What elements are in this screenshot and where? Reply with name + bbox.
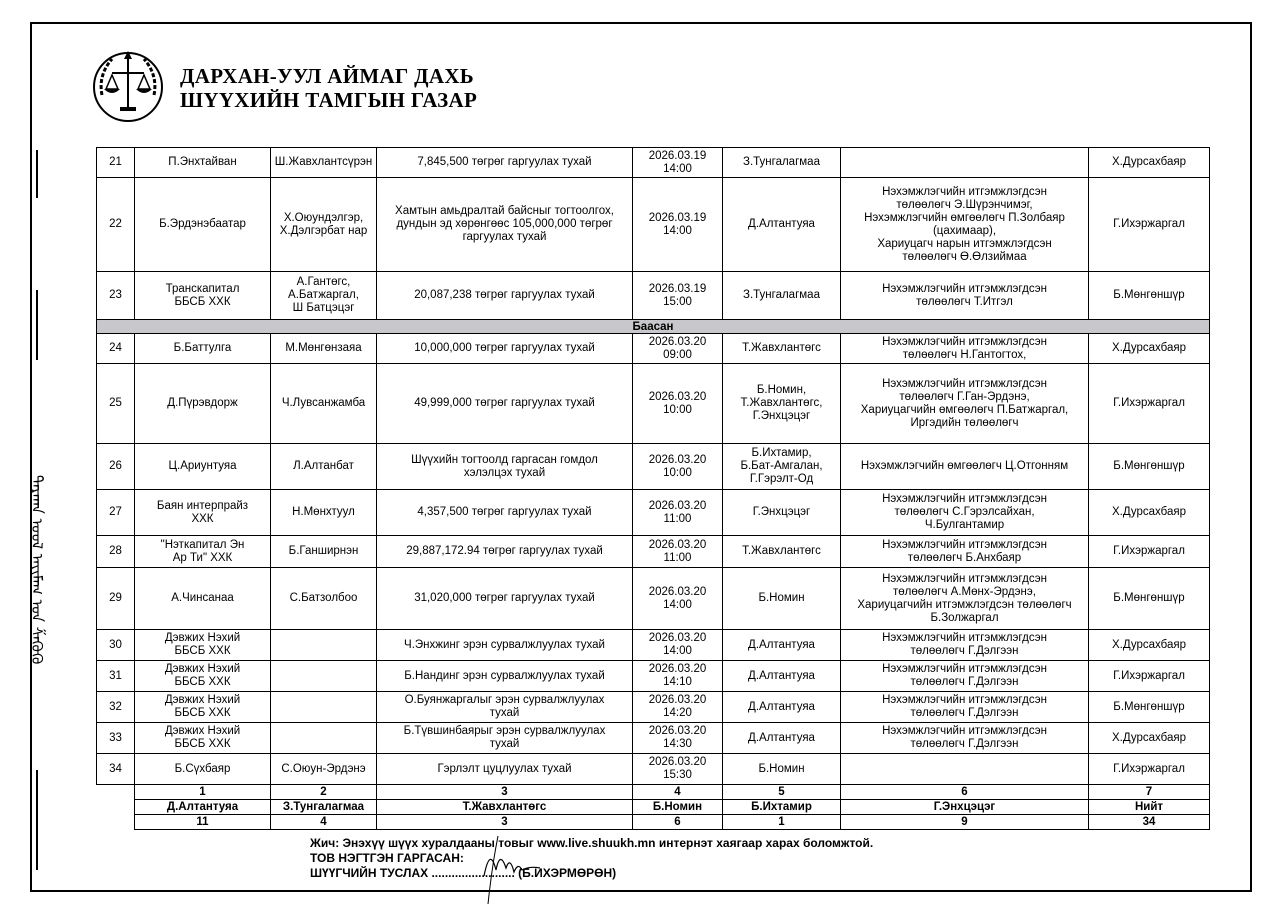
footer-compiled-by: ТОВ НЭГТГЭН ГАРГАСАН: (310, 851, 464, 865)
total-col-number: 3 (377, 785, 633, 800)
day-label: Баасан (97, 320, 1210, 334)
case-number-cell: 30 (97, 630, 135, 661)
judge-cell: Т.Жавхлантөгс (723, 536, 841, 568)
case-number-cell: 34 (97, 754, 135, 785)
totals-blank-cell (97, 815, 135, 830)
claim-subject-cell: Гэрлэлт цуцлуулах тухай (377, 754, 633, 785)
hearing-schedule-table (96, 147, 1210, 830)
org-line-1: ДАРХАН-УУЛ АЙМАГ ДАХЬ (180, 64, 474, 88)
schedule-row (97, 661, 1210, 692)
case-number-cell: 23 (97, 272, 135, 320)
total-col-number: 6 (841, 785, 1089, 800)
hearing-datetime-cell: 2026.03.20 15:30 (633, 754, 723, 785)
claim-subject-cell: 7,845,500 төгрөг гаргуулах тухай (377, 148, 633, 178)
totals-section (97, 785, 1210, 830)
judge-cell: Г.Энхцэцэг (723, 490, 841, 536)
schedule-row (97, 692, 1210, 723)
case-number-cell: 32 (97, 692, 135, 723)
case-number-cell: 31 (97, 661, 135, 692)
participants-cell: Нэхэмжлэгчийн итгэмжлэгдсэн төлөөлөгч Н.Гантогтох, (841, 334, 1089, 364)
court-clerk-cell: Б.Мөнгөншүр (1089, 444, 1210, 490)
hearing-datetime-cell: 2026.03.19 15:00 (633, 272, 723, 320)
totals-blank-cell (97, 800, 135, 815)
claim-subject-cell: 29,887,172.94 төгрөг гаргуулах тухай (377, 536, 633, 568)
defendant-cell (271, 692, 377, 723)
claim-subject-cell: Ч.Энхжинг эрэн сурвалжлуулах тухай (377, 630, 633, 661)
court-clerk-cell: Г.Ихэржаргал (1089, 364, 1210, 444)
total-count: 9 (841, 815, 1089, 830)
claim-subject-cell: Шүүхийн тогтоолд гаргасан гомдол хэлэлцэх тухай (377, 444, 633, 490)
plaintiff-cell: Б.Сүхбаяр (135, 754, 271, 785)
org-line-2: ШҮҮХИЙН ТАМГЫН ГАЗАР (180, 88, 478, 112)
plaintiff-cell: Дэвжих Нэхий ББСБ ХХК (135, 723, 271, 754)
court-emblem-icon (88, 45, 168, 125)
vertical-mongolian-label (22, 150, 52, 870)
participants-cell: Нэхэмжлэгчийн итгэмжлэгдсэн төлөөлөгч Г.Ган-Эрдэнэ, Хариуцагчийн өмгөөлөгч П.Батжаргал, Иргэдийн төлөөлөгч (841, 364, 1089, 444)
claim-subject-cell: 20,087,238 төгрөг гаргуулах тухай (377, 272, 633, 320)
totals-blank-cell (97, 785, 135, 800)
schedule-row (97, 490, 1210, 536)
hearing-datetime-cell: 2026.03.19 14:00 (633, 178, 723, 272)
plaintiff-cell: Ц.Ариунтуяа (135, 444, 271, 490)
court-clerk-cell: Х.Дурсахбаяр (1089, 490, 1210, 536)
schedule-row (97, 723, 1210, 754)
hearing-datetime-cell: 2026.03.20 09:00 (633, 334, 723, 364)
case-number-cell: 24 (97, 334, 135, 364)
schedule-rows-thursday (97, 148, 1210, 320)
hearing-datetime-cell: 2026.03.20 10:00 (633, 364, 723, 444)
plaintiff-cell: Дэвжих Нэхий ББСБ ХХК (135, 661, 271, 692)
total-col-number: 7 (1089, 785, 1210, 800)
total-judge-name: З.Тунгалагмаа (271, 800, 377, 815)
total-col-number: 2 (271, 785, 377, 800)
case-number-cell: 22 (97, 178, 135, 272)
judge-cell: Б.Номин, Т.Жавхлантөгс, Г.Энхцэцэг (723, 364, 841, 444)
footer (310, 836, 873, 881)
participants-cell: Нэхэмжлэгчийн итгэмжлэгдсэн төлөөлөгч Э.Шүрэнчимэг, Нэхэмжлэгчийн өмгөөлөгч П.Золбаяр (цахимаар), Хариуцагч нарын итгэмжлэгдсэн төлөөлөгч Ө.Өлзиймаа (841, 178, 1089, 272)
claim-subject-cell: Б.Түвшинбаярыг эрэн сурвалжлуулах тухай (377, 723, 633, 754)
schedule-row (97, 178, 1210, 272)
court-clerk-cell: Х.Дурсахбаяр (1089, 630, 1210, 661)
hearing-datetime-cell: 2026.03.20 14:30 (633, 723, 723, 754)
plaintiff-cell: Дэвжих Нэхий ББСБ ХХК (135, 630, 271, 661)
judge-cell: Д.Алтантуяа (723, 661, 841, 692)
schedule-row (97, 568, 1210, 630)
total-judge-name: Д.Алтантуяа (135, 800, 271, 815)
participants-cell: Нэхэмжлэгчийн итгэмжлэгдсэн төлөөлөгч А.Мөнх-Эрдэнэ, Хариуцагчийн итгэмжлэгдсэн төлөөлөгч Б.Золжаргал (841, 568, 1089, 630)
defendant-cell: С.Батзолбоо (271, 568, 377, 630)
court-clerk-cell: Г.Ихэржаргал (1089, 178, 1210, 272)
defendant-cell: Н.Мөнхтуул (271, 490, 377, 536)
total-judge-name: Нийт (1089, 800, 1210, 815)
day-separator (97, 320, 1210, 334)
judge-cell: Д.Алтантуяа (723, 692, 841, 723)
handwritten-signature (478, 826, 558, 905)
schedule-row (97, 630, 1210, 661)
case-number-cell: 26 (97, 444, 135, 490)
total-count: 6 (633, 815, 723, 830)
total-judge-name: Б.Номин (633, 800, 723, 815)
total-judge-name: Б.Ихтамир (723, 800, 841, 815)
schedule-row (97, 364, 1210, 444)
vertical-rule-top (36, 150, 38, 198)
plaintiff-cell: Б.Баттулга (135, 334, 271, 364)
judge-cell: Д.Алтантуяа (723, 723, 841, 754)
claim-subject-cell: 4,357,500 төгрөг гаргуулах тухай (377, 490, 633, 536)
total-judge-name: Г.Энхцэцэг (841, 800, 1089, 815)
defendant-cell: А.Гантөгс, А.Батжаргал, Ш Батцэцэг (271, 272, 377, 320)
schedule-row (97, 536, 1210, 568)
defendant-cell (271, 661, 377, 692)
plaintiff-cell: Транскапитал ББСБ ХХК (135, 272, 271, 320)
total-count: 4 (271, 815, 377, 830)
claim-subject-cell: Б.Нандинг эрэн сурвалжлуулах тухай (377, 661, 633, 692)
participants-cell: Нэхэмжлэгчийн итгэмжлэгдсэн төлөөлөгч С.Гэрэлсайхан, Ч.Булгантамир (841, 490, 1089, 536)
participants-cell: Нэхэмжлэгчийн итгэмжлэгдсэн төлөөлөгч Г.Дэлгээн (841, 723, 1089, 754)
footer-assistant: ШҮҮГЧИЙН ТУСЛАХ ......................... (Б.ИХЭРМӨРӨН) (310, 866, 617, 880)
participants-cell (841, 754, 1089, 785)
plaintiff-cell: А.Чинсанаа (135, 568, 271, 630)
vertical-rule-mid (36, 290, 38, 360)
plaintiff-cell: Д.Пүрэвдорж (135, 364, 271, 444)
judge-cell: З.Тунгалагмаа (723, 148, 841, 178)
judge-cell: Б.Номин (723, 754, 841, 785)
participants-cell (841, 148, 1089, 178)
total-count: 11 (135, 815, 271, 830)
case-number-cell: 29 (97, 568, 135, 630)
hearing-datetime-cell: 2026.03.20 10:00 (633, 444, 723, 490)
total-col-number: 4 (633, 785, 723, 800)
defendant-cell (271, 723, 377, 754)
judge-cell: Б.Номин (723, 568, 841, 630)
totals-number-row (97, 785, 1210, 800)
defendant-cell: Ч.Лувсанжамба (271, 364, 377, 444)
plaintiff-cell: Баян интерпрайз ХХК (135, 490, 271, 536)
hearing-datetime-cell: 2026.03.20 14:10 (633, 661, 723, 692)
court-clerk-cell: Г.Ихэржаргал (1089, 661, 1210, 692)
defendant-cell: С.Оюун-Эрдэнэ (271, 754, 377, 785)
totals-name-row (97, 800, 1210, 815)
footer-note: Жич: Энэхүү шүүх хуралдааны товыг www.live.shuukh.mn интернэт хаягаар харах боломжтой. (310, 836, 874, 850)
totals-count-row (97, 815, 1210, 830)
plaintiff-cell: "Нэткапитал Эн Ар Ти" ХХК (135, 536, 271, 568)
total-col-number: 1 (135, 785, 271, 800)
hearing-datetime-cell: 2026.03.20 11:00 (633, 536, 723, 568)
case-number-cell: 21 (97, 148, 135, 178)
judge-cell: Т.Жавхлантөгс (723, 334, 841, 364)
court-clerk-cell: Б.Мөнгөншүр (1089, 692, 1210, 723)
total-count: 3 (377, 815, 633, 830)
claim-subject-cell: Хамтын амьдралтай байсныг тогтоолгох, дундын эд хөрөнгөөс 105,000,000 төгрөг гаргуулах тухай (377, 178, 633, 272)
plaintiff-cell: П.Энхтайван (135, 148, 271, 178)
participants-cell: Нэхэмжлэгчийн итгэмжлэгдсэн төлөөлөгч Б.Анхбаяр (841, 536, 1089, 568)
court-clerk-cell: Х.Дурсахбаяр (1089, 334, 1210, 364)
court-clerk-cell: Б.Мөнгөншүр (1089, 272, 1210, 320)
claim-subject-cell: О.Буянжаргалыг эрэн сурвалжлуулах тухай (377, 692, 633, 723)
plaintiff-cell: Б.Эрдэнэбаатар (135, 178, 271, 272)
claim-subject-cell: 49,999,000 төгрөг гаргуулах тухай (377, 364, 633, 444)
judge-cell: Б.Ихтамир, Б.Бат-Амгалан, Г.Гэрэлт-Од (723, 444, 841, 490)
defendant-cell: Ш.Жавхлантсүрэн (271, 148, 377, 178)
court-clerk-cell: Г.Ихэржаргал (1089, 536, 1210, 568)
participants-cell: Нэхэмжлэгчийн итгэмжлэгдсэн төлөөлөгч Г.Дэлгээн (841, 661, 1089, 692)
judge-cell: Д.Алтантуяа (723, 178, 841, 272)
defendant-cell: М.Мөнгөнзаяа (271, 334, 377, 364)
total-count: 34 (1089, 815, 1210, 830)
participants-cell: Нэхэмжлэгчийн итгэмжлэгдсэн төлөөлөгч Г.Дэлгээн (841, 630, 1089, 661)
hearing-datetime-cell: 2026.03.19 14:00 (633, 148, 723, 178)
schedule-row (97, 272, 1210, 320)
schedule-row (97, 334, 1210, 364)
judge-cell: З.Тунгалагмаа (723, 272, 841, 320)
case-number-cell: 28 (97, 536, 135, 568)
mongolian-script-text: ᠳᠠᠷᠬᠠᠨ ᠤᠤᠯ ᠠᠶᠢᠮᠠᠭ ᠤᠨ ᠱᠡᠭᠦᠬᠦ (28, 475, 46, 665)
total-col-number: 5 (723, 785, 841, 800)
case-number-cell: 25 (97, 364, 135, 444)
claim-subject-cell: 10,000,000 төгрөг гаргуулах тухай (377, 334, 633, 364)
schedule-row (97, 148, 1210, 178)
case-number-cell: 27 (97, 490, 135, 536)
claim-subject-cell: 31,020,000 төгрөг гаргуулах тухай (377, 568, 633, 630)
case-number-cell: 33 (97, 723, 135, 754)
vertical-rule-bottom (36, 770, 38, 870)
total-judge-name: Т.Жавхлантөгс (377, 800, 633, 815)
court-clerk-cell: Х.Дурсахбаяр (1089, 148, 1210, 178)
hearing-datetime-cell: 2026.03.20 11:00 (633, 490, 723, 536)
judge-cell: Д.Алтантуяа (723, 630, 841, 661)
court-clerk-cell: Х.Дурсахбаяр (1089, 723, 1210, 754)
schedule-rows-friday (97, 334, 1210, 785)
participants-cell: Нэхэмжлэгчийн итгэмжлэгдсэн төлөөлөгч Т.Итгэл (841, 272, 1089, 320)
hearing-datetime-cell: 2026.03.20 14:20 (633, 692, 723, 723)
defendant-cell: Х.Оюундэлгэр, Х.Дэлгэрбат нар (271, 178, 377, 272)
total-count: 1 (723, 815, 841, 830)
court-clerk-cell: Б.Мөнгөншүр (1089, 568, 1210, 630)
schedule-row (97, 754, 1210, 785)
hearing-datetime-cell: 2026.03.20 14:00 (633, 630, 723, 661)
defendant-cell: Л.Алтанбат (271, 444, 377, 490)
participants-cell: Нэхэмжлэгчийн итгэмжлэгдсэн төлөөлөгч Г.Дэлгээн (841, 692, 1089, 723)
defendant-cell (271, 630, 377, 661)
defendant-cell: Б.Ганширнэн (271, 536, 377, 568)
hearing-datetime-cell: 2026.03.20 14:00 (633, 568, 723, 630)
court-clerk-cell: Г.Ихэржаргал (1089, 754, 1210, 785)
plaintiff-cell: Дэвжих Нэхий ББСБ ХХК (135, 692, 271, 723)
participants-cell: Нэхэмжлэгчийн өмгөөлөгч Ц.Отгонням (841, 444, 1089, 490)
schedule-row (97, 444, 1210, 490)
organization-name (180, 64, 477, 112)
